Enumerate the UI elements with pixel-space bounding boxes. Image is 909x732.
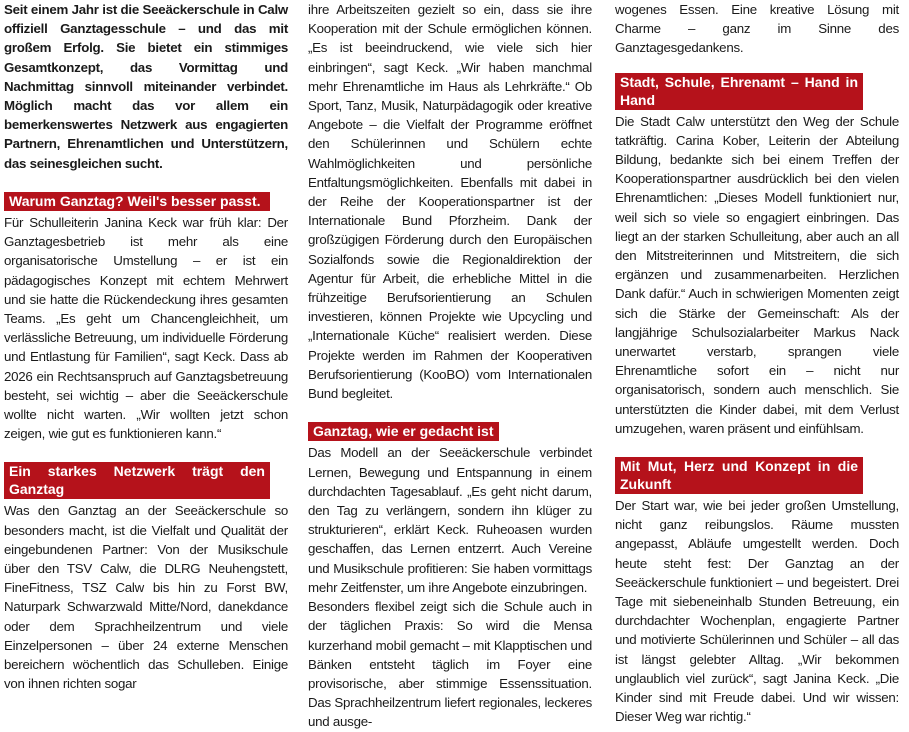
heading-ganztag-gedacht: Ganztag, wie er gedacht ist <box>308 422 499 441</box>
heading-stadt-schule-ehrenamt: Stadt, Schule, Ehrenamt – Hand in Hand <box>615 73 863 110</box>
heading-starkes-netzwerk: Ein starkes Netzwerk trägt den Ganztag <box>4 462 270 499</box>
paragraph-mensa: Besonders flexibel zeigt sich die Schule auch in der täglichen Praxis: So wird die Mensa kurzerhand mobil gemacht – mit Klapptischen und Bänken entsteht täglich im Foyer eine provisorische, aber stimmige Essenssituation. Das Sprachheilzentrum liefert regionales, leckeres und ausge- <box>308 599 592 730</box>
lead-paragraph: Seit einem Jahr ist die Seeäckerschule in Calw offiziell Ganztagesschule – und das mit großem Erfolg. Sie bietet ein stimmiges Gesamtkonzept, das Vormittag und Nachmittag sinnvoll miteinander verbindet. Möglich macht das vor allem ein bemerkenswertes Netzwerk aus engagierten Partnern, Ehrenamtlichen und Unterstützern, das seinesgleichen sucht. <box>4 2 288 171</box>
paragraph-starkes-netzwerk: Was den Ganztag an der Seeäckerschule so besonders macht, ist die Vielfalt und Qualität der eingebundenen Partner: Von der Musikschule über den TSV Calw, die DLRG Neuhengstett, FineFitness, TSZ Calw bis hin zu Forst BW, Naturpark Schwarzwald Mitte/Nord, danekdance oder dem Sprachheilzentrum und viele Einzelpersonen – über 24 externe Menschen bereichern wöchentlich das Schulleben. Einige von ihnen richten sogar <box>4 503 288 692</box>
heading-warum-ganztag: Warum Ganztag? Weil's besser passt. <box>4 192 270 211</box>
column-3 <box>615 0 899 725</box>
paragraph-zukunft: Der Start war, wie bei jeder großen Umstellung, nicht ganz reibungslos. Räume mussten angepasst, Abläufe umgestellt werden. Doch heute steht fest: Der Ganztag an der Seeäckerschule funktioniert – und begeistert. Drei Tage mit siebeneinhalb Stunden Betreuung, ein durchdachter Wochenplan, engagierte Partner und motivierte Schülerinnen und Schüler – all das ist längst gelebter Alltag. „Wir bekommen unglaublich viel zurück“, sagt Janina Keck. „Die Kinder sind mit Freude dabei. Und wir wissen: Dieser Weg war richtig.“ <box>615 498 899 725</box>
column-1 <box>4 0 288 706</box>
paragraph-essen: wogenes Essen. Eine kreative Lösung mit Charme – ganz im Sinne des Ganztagesgedankens. <box>615 2 899 56</box>
column-2 <box>308 0 592 730</box>
paragraph-kooperation: ihre Arbeitszeiten gezielt so ein, dass sie ihre Kooperation mit der Schule ermöglichen können. „Es ist beeindruckend, wie viele sich hier einbringen“, sagt Keck. „Wir haben manchmal mehr Ehrenamtliche im Haus als Lehrkräfte.“ Ob Sport, Tanz, Musik, Naturpädagogik oder kreative Angebote – die Vielfalt der Programme eröffnet den Schülerinnen und Schülern echte Wahlmöglichkeiten und persönliche Entfaltungsmöglichkeiten. Ebenfalls mit dabei in der Reihe der Kooperationspartner ist der Internationale Bund Pforzheim. Dank der großzügigen Förderung durch den Europäischen Sozialfonds sowie die Regionaldirektion der Agentur für Arbeit, die erhebliche Mittel in die frühzeitige Berufsorientierung an Schulen investieren, können Projekte wie Upcycling und „Internationale Küche“ realisiert werden. Diese Projekte werden im Rahmen der Kooperativen Berufsorientierung (KooBO) vom Internationalen Bund begleitet. <box>308 2 592 402</box>
paragraph-warum-ganztag: Für Schulleiterin Janina Keck war früh klar: Der Ganztagesbetrieb ist mehr als eine organisatorische Umstellung – er ist ein pädagogisches Konzept mit echtem Mehrwert und sie hatte die Rückendeckung ihres gesamten Teams. „Es geht um Chancengleichheit, um verlässliche Betreuung, um individuelle Förderung und Entlastung für Familien“, sagt Keck. Dass ab 2026 ein Rechtsanspruch auf Ganztagsbetreuung besteht, sei wichtig – aber die Seeäckerschule wollte nicht warten. „Wir wollten jetzt schon zeigen, wie gut es funktionieren kann.“ <box>4 215 288 442</box>
paragraph-modell: Das Modell an der Seeäckerschule verbindet Lernen, Bewegung und Entspannung in einem durchdachten Tagesablauf. „Es geht nicht darum, den Tag zu verlängern, sondern ihn klüger zu strukturieren“, erklärt Keck. Ruheoasen wurden geschaffen, das Lernen entzerrt. Auch Vereine und Musikschule profitieren: Sie haben vormittags mehr Zeitfenster, um ihre Angebote einzubringen. <box>308 445 592 595</box>
heading-mut-herz-konzept: Mit Mut, Herz und Konzept in die Zukunft <box>615 457 863 494</box>
paragraph-stadt-calw: Die Stadt Calw unterstützt den Weg der Schule tatkräftig. Carina Kober, Leiterin der Abteilung Bildung, bedankte sich bei einem Treffen der Kooperationspartner ausdrücklich bei den vielen Ehrenamtlichen: „Dieses Modell funktioniert nur, weil sich so viele so engagiert einbringen. Das liegt an der starken Schulleitung, aber auch an all den Mitstreiterinnen und Mitstreitern, die sich ergänzen und zusammenarbeiten. Herzlichen Dank dafür.“ Auch in schwierigen Momenten zeigt sich die Stärke der Gemeinschaft: Als der langjährige Schulsozialarbeiter Markus Nack unerwartet verstarb, sprangen viele Ehrenamtliche sofort ein – nicht nur organisatorisch, sondern auch menschlich. Sie unterstützten die Kinder dabei, mit dem Verlust umzugehen, waren präsent und einfühlsam. <box>615 113 899 436</box>
